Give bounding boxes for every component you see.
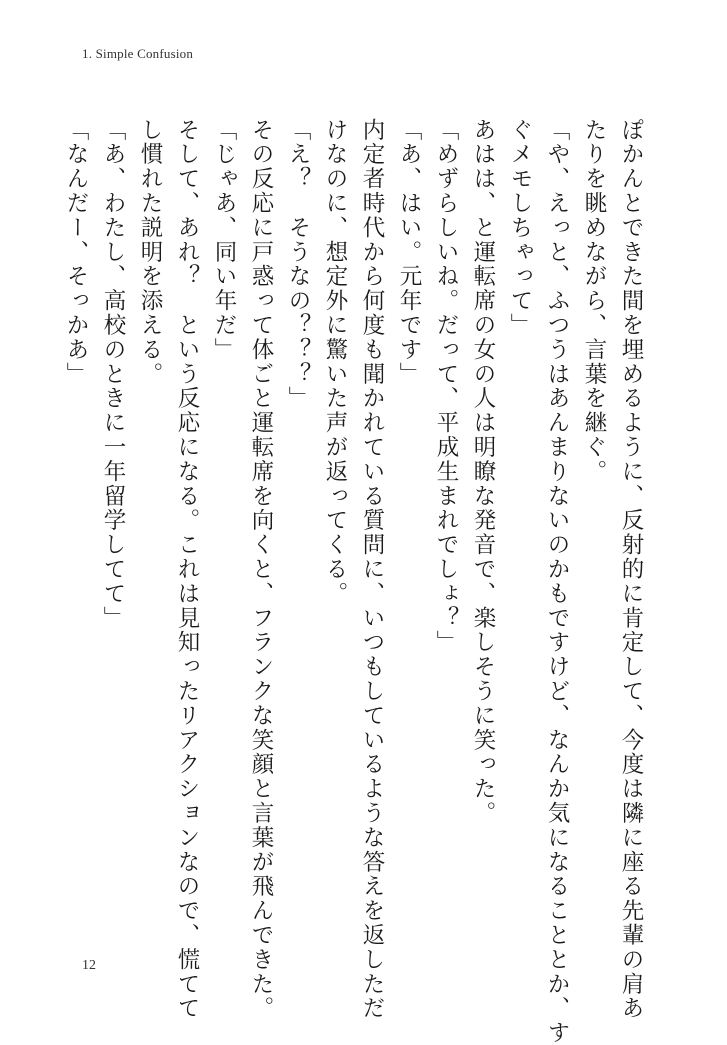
text-line: 内定者時代から何度も聞かれている質問に、いつもしているような答えを返しただ — [359, 118, 385, 1021]
page-number: 12 — [82, 958, 96, 973]
text-line: あはは、と運転席の女の人は明瞭な発音で、楽しそうに笑った。 — [470, 118, 496, 826]
text-line: 「めずらしいね。だって、平成生まれでしょ？」 — [433, 118, 459, 655]
text-line: し慣れた説明を添える。 — [137, 118, 163, 387]
text-line: 「あ、はい。元年です」 — [396, 118, 422, 387]
text-line: 「じゃあ、同い年だ」 — [211, 118, 237, 362]
text-line: けなのに、想定外に驚いた声が返ってくる。 — [322, 118, 348, 606]
text-line: たりを眺めながら、言葉を継ぐ。 — [581, 118, 607, 484]
running-header: 1. Simple Confusion — [82, 46, 194, 61]
text-line: ぐメモしちゃって」 — [507, 118, 533, 338]
text-line: 「え？ そうなの？？？」 — [285, 118, 311, 411]
text-line: ぽかんとできた間を埋めるように、反射的に肯定して、今度は隣に座る先輩の肩あ — [618, 118, 644, 1021]
text-line: 「や、えっと、ふつうはあんまりないのかもですけど、なんか気になることとか、す — [544, 118, 570, 1045]
text-line: 「なんだー、そっかあ」 — [63, 118, 89, 387]
text-line: 「あ、わたし、高校のときに一年留学してて」 — [100, 118, 126, 631]
text-line: そして、あれ？ という反応になる。これは見知ったリアクションなので、慌てて — [174, 118, 200, 1021]
text-line: その反応に戸惑って体ごと運転席を向くと、フランクな笑顔と言葉が飛んできた。 — [248, 118, 274, 1021]
